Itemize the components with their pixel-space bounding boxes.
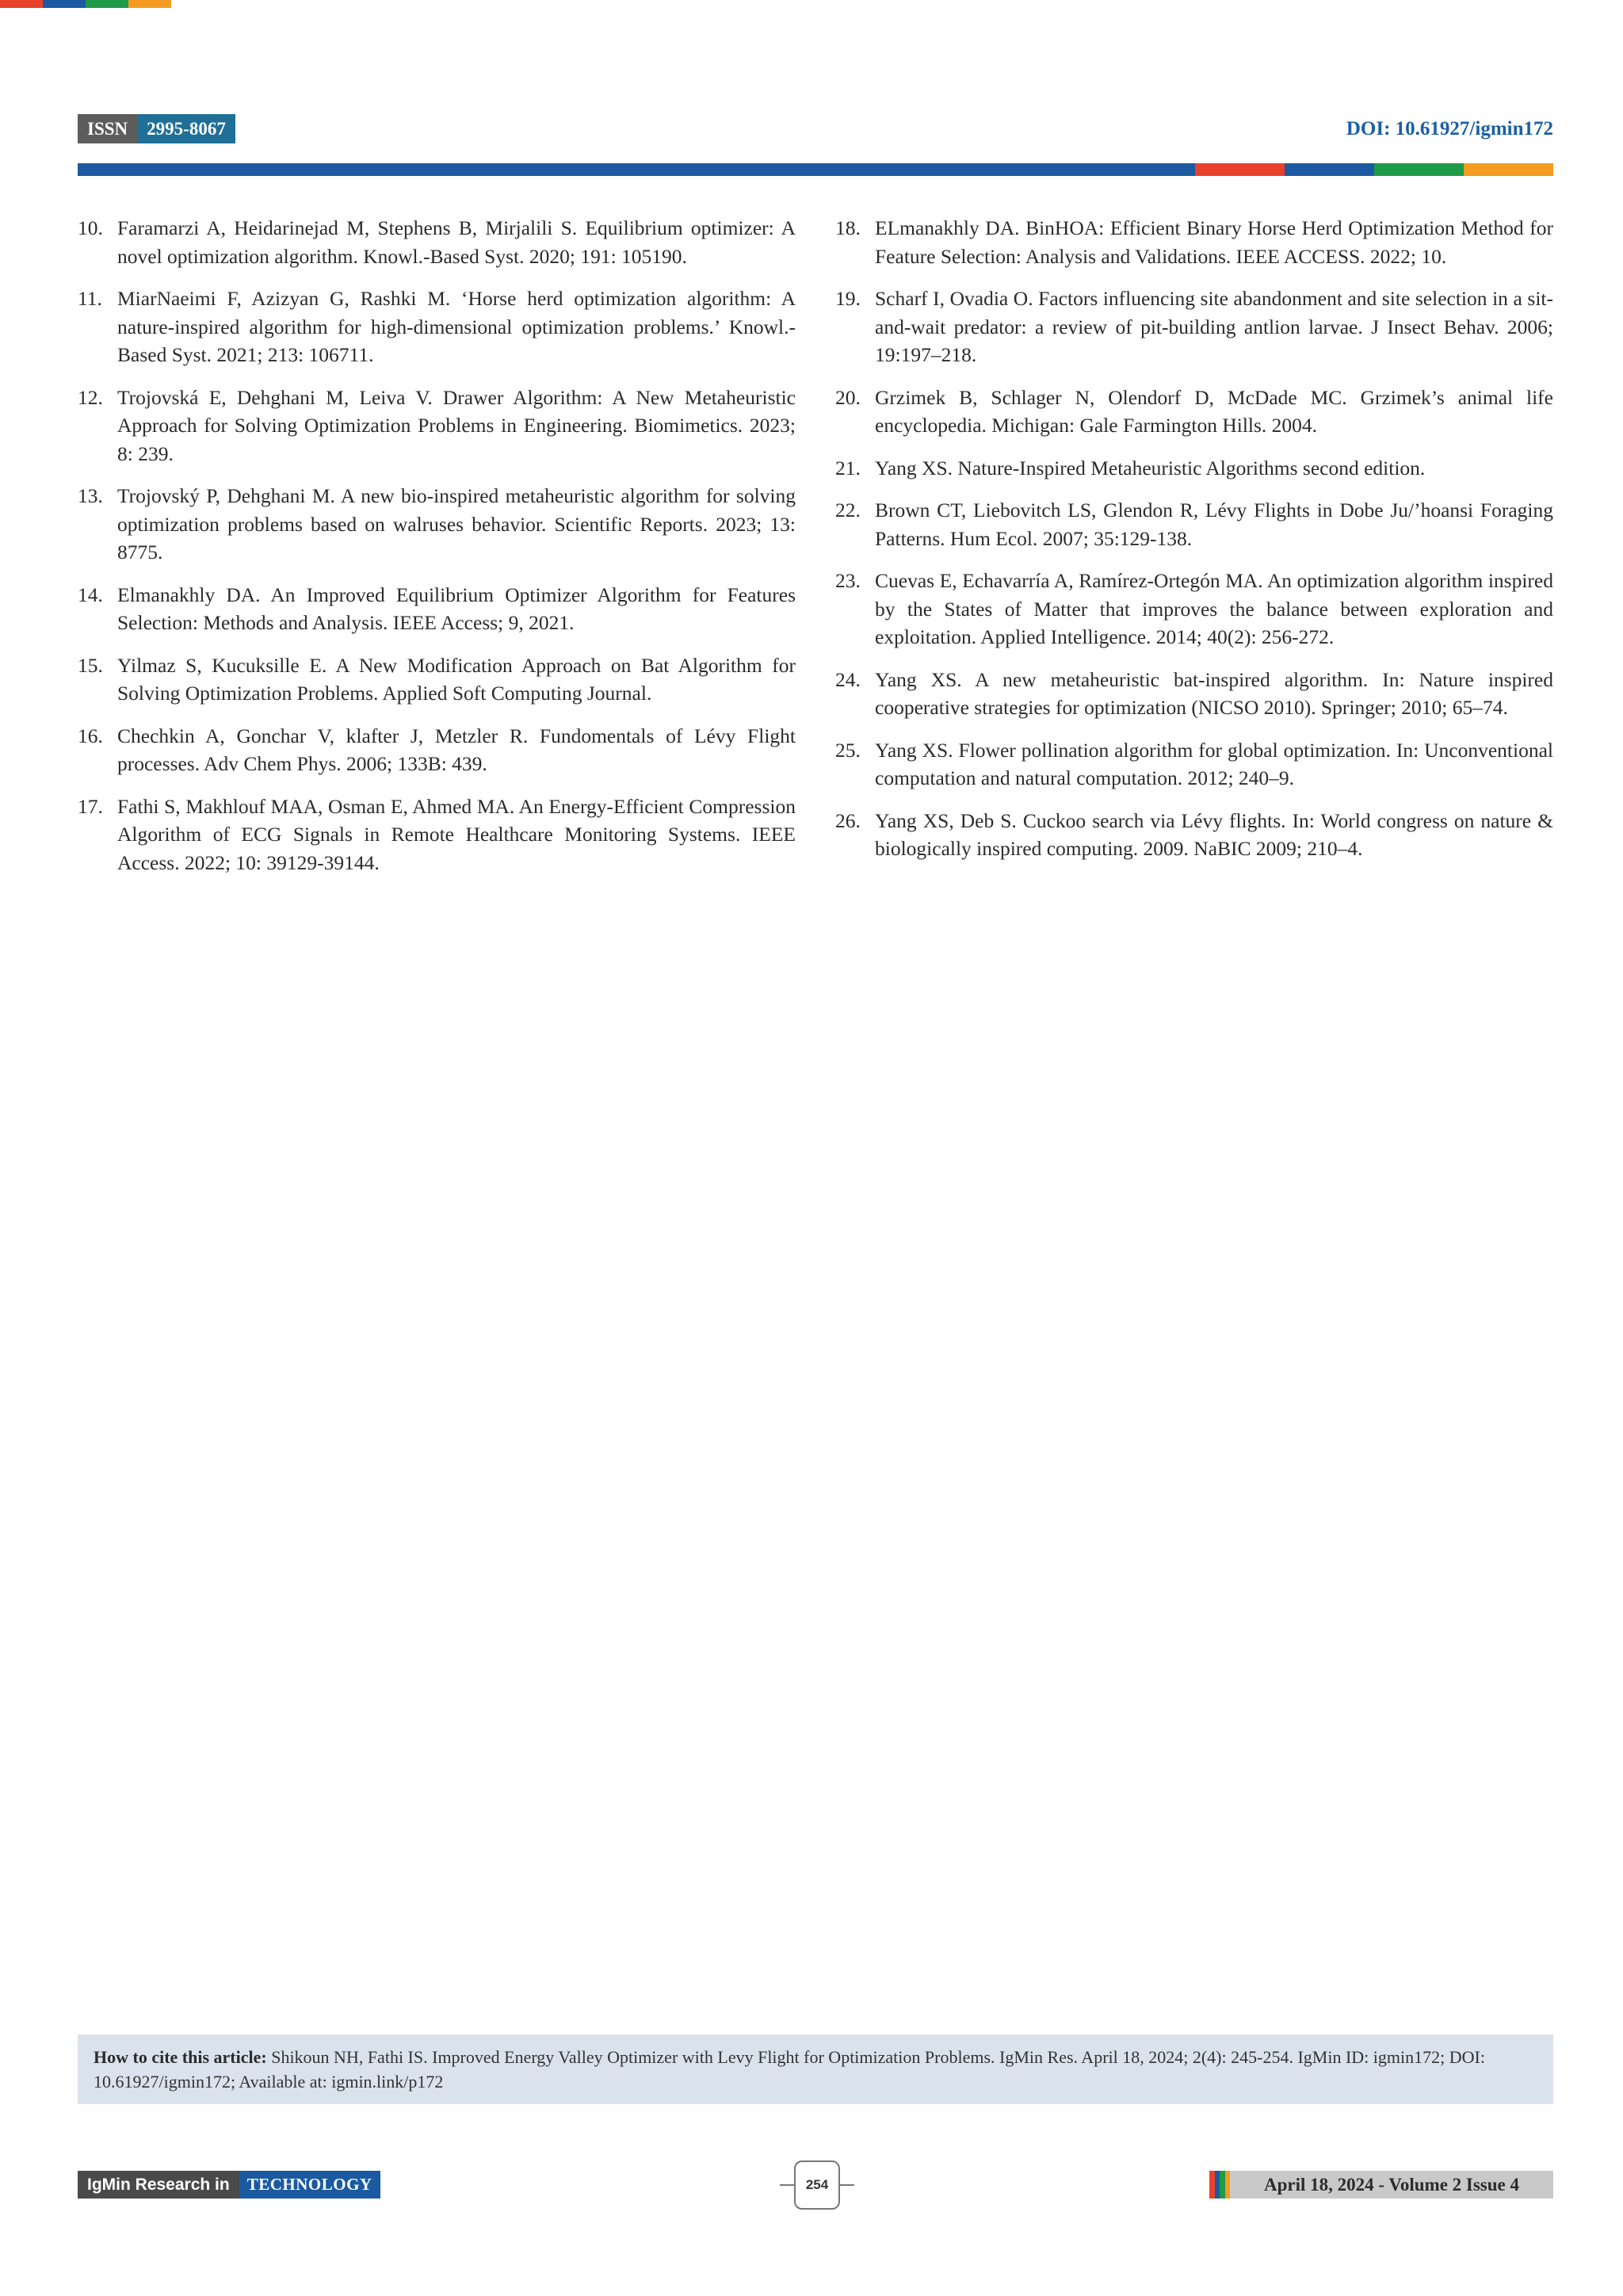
page-number: 254	[805, 2177, 829, 2192]
doi-link[interactable]: DOI: 10.61927/igmin172	[1346, 118, 1553, 139]
reference-item: 15. Yilmaz S, Kucuksille E. A New Modification Approach on Bat Algorithm for Solving Optimization Problems. Applied Soft Computing Journal.	[78, 653, 796, 705]
journal-field: TECHNOLOGY	[239, 2171, 380, 2199]
reference-item: 14. Elmanakhly DA. An Improved Equilibrium Optimizer Algorithm for Features Selection: Methods and Analysis. IEEE Access; 9, 2021.	[78, 583, 796, 634]
reference-item: 16. Chechkin A, Gonchar V, klafter J, Metzler R. Fundomentals of Lévy Flight processes. Adv Chem Phys. 2006; 133B: 439.	[78, 724, 796, 775]
reference-item: 17. Fathi S, Makhlouf MAA, Osman E, Ahmed MA. An Energy-Efficient Compression Algorithm of ECG Signals in Remote Healthcare Monitoring Systems. IEEE Access. 2022; 10: 39129-39144.	[78, 794, 796, 874]
journal-prefix: IgMin Research in	[78, 2171, 239, 2199]
reference-item: 25. Yang XS. Flower pollination algorithm for global optimization. In: Unconventional computation and natural computation. 2012; 240–9.	[835, 738, 1553, 789]
citation-box	[78, 2034, 1553, 2104]
reference-item: 20. Grzimek B, Schlager N, Olendorf D, McDade MC. Grzimek’s animal life encyclopedia. Michigan: Gale Farmington Hills. 2004.	[835, 385, 1553, 437]
journal-badge	[78, 2171, 380, 2199]
citation-text: Shikoun NH, Fathi IS. Improved Energy Valley Optimizer with Levy Flight for Optimization Problems. IgMin Res. April 18, 2024; 2(4): 245-254. IgMin ID: igmin172; DOI: 10.61927/igmin172; Available at: igmin.link/p172	[94, 2047, 1485, 2092]
citation-label: How to cite this article:	[94, 2047, 267, 2067]
color-stripes	[1209, 2171, 1230, 2199]
issn-badge	[78, 114, 235, 143]
top-color-strip	[0, 0, 171, 8]
reference-item: 11. MiarNaeimi F, Azizyan G, Rashki M. ‘Horse herd optimization algorithm: A nature-inspired algorithm for high-dimensional optimization problems.’ Knowl.-Based Syst. 2021; 213: 106711.	[78, 287, 796, 366]
references-right-column	[835, 214, 1553, 877]
reference-item: 26. Yang XS, Deb S. Cuckoo search via Lévy flights. In: World congress on nature & biologically inspired computing. 2009. NaBIC 2009; 210–4.	[835, 808, 1553, 860]
arrow-right-icon	[840, 2184, 854, 2186]
date-volume: April 18, 2024 - Volume 2 Issue 4	[1230, 2171, 1553, 2199]
issn-label: ISSN	[78, 114, 137, 143]
header-rule	[78, 163, 1553, 176]
reference-item: 13. Trojovský P, Dehghani M. A new bio-inspired metaheuristic algorithm for solving optimization problems based on walruses behavior. Scientific Reports. 2023; 13: 8775.	[78, 484, 796, 563]
reference-item: 22. Brown CT, Liebovitch LS, Glendon R, Lévy Flights in Dobe Ju/’hoansi Foraging Patterns. Hum Ecol. 2007; 35:129-138.	[835, 499, 1553, 550]
reference-item: 19. Scharf I, Ovadia O. Factors influencing site abandonment and site selection in a sit-and-wait predator: a review of pit-building antlion larvae. J Insect Behav. 2006; 19:197–218.	[835, 287, 1553, 366]
reference-item: 21. Yang XS. Nature-Inspired Metaheuristic Algorithms second edition.	[835, 456, 1426, 479]
issn-number: 2995-8067	[137, 114, 235, 143]
reference-item: 23. Cuevas E, Echavarría A, Ramírez-Ortegón MA. An optimization algorithm inspired by the States of Matter that improves the balance between exploration and exploitation. Applied Intelligence. 2014; 40(2): 256-272.	[835, 569, 1553, 648]
page-number-box	[789, 2160, 845, 2210]
reference-item: 18. ELmanakhly DA. BinHOA: Efficient Binary Horse Herd Optimization Method for Feature Selection: Analysis and Validations. IEEE ACCESS. 2022; 10.	[835, 216, 1553, 268]
reference-item: 12. Trojovská E, Dehghani M, Leiva V. Drawer Algorithm: A New Metaheuristic Approach for Solving Optimization Problems in Engineering. Biomimetics. 2023; 8: 239.	[78, 385, 796, 465]
references-left-column	[78, 214, 796, 891]
reference-item: 24. Yang XS. A new metaheuristic bat-inspired algorithm. In: Nature inspired cooperative strategies for optimization (NICSO 2010). Springer; 2010; 65–74.	[835, 667, 1553, 719]
arrow-left-icon	[780, 2184, 794, 2186]
issue-date-badge	[1209, 2171, 1553, 2199]
reference-item: 10. Faramarzi A, Heidarinejad M, Stephens B, Mirjalili S. Equilibrium optimizer: A novel optimization algorithm. Knowl.-Based Syst. 2020; 191: 105190.	[78, 216, 796, 268]
